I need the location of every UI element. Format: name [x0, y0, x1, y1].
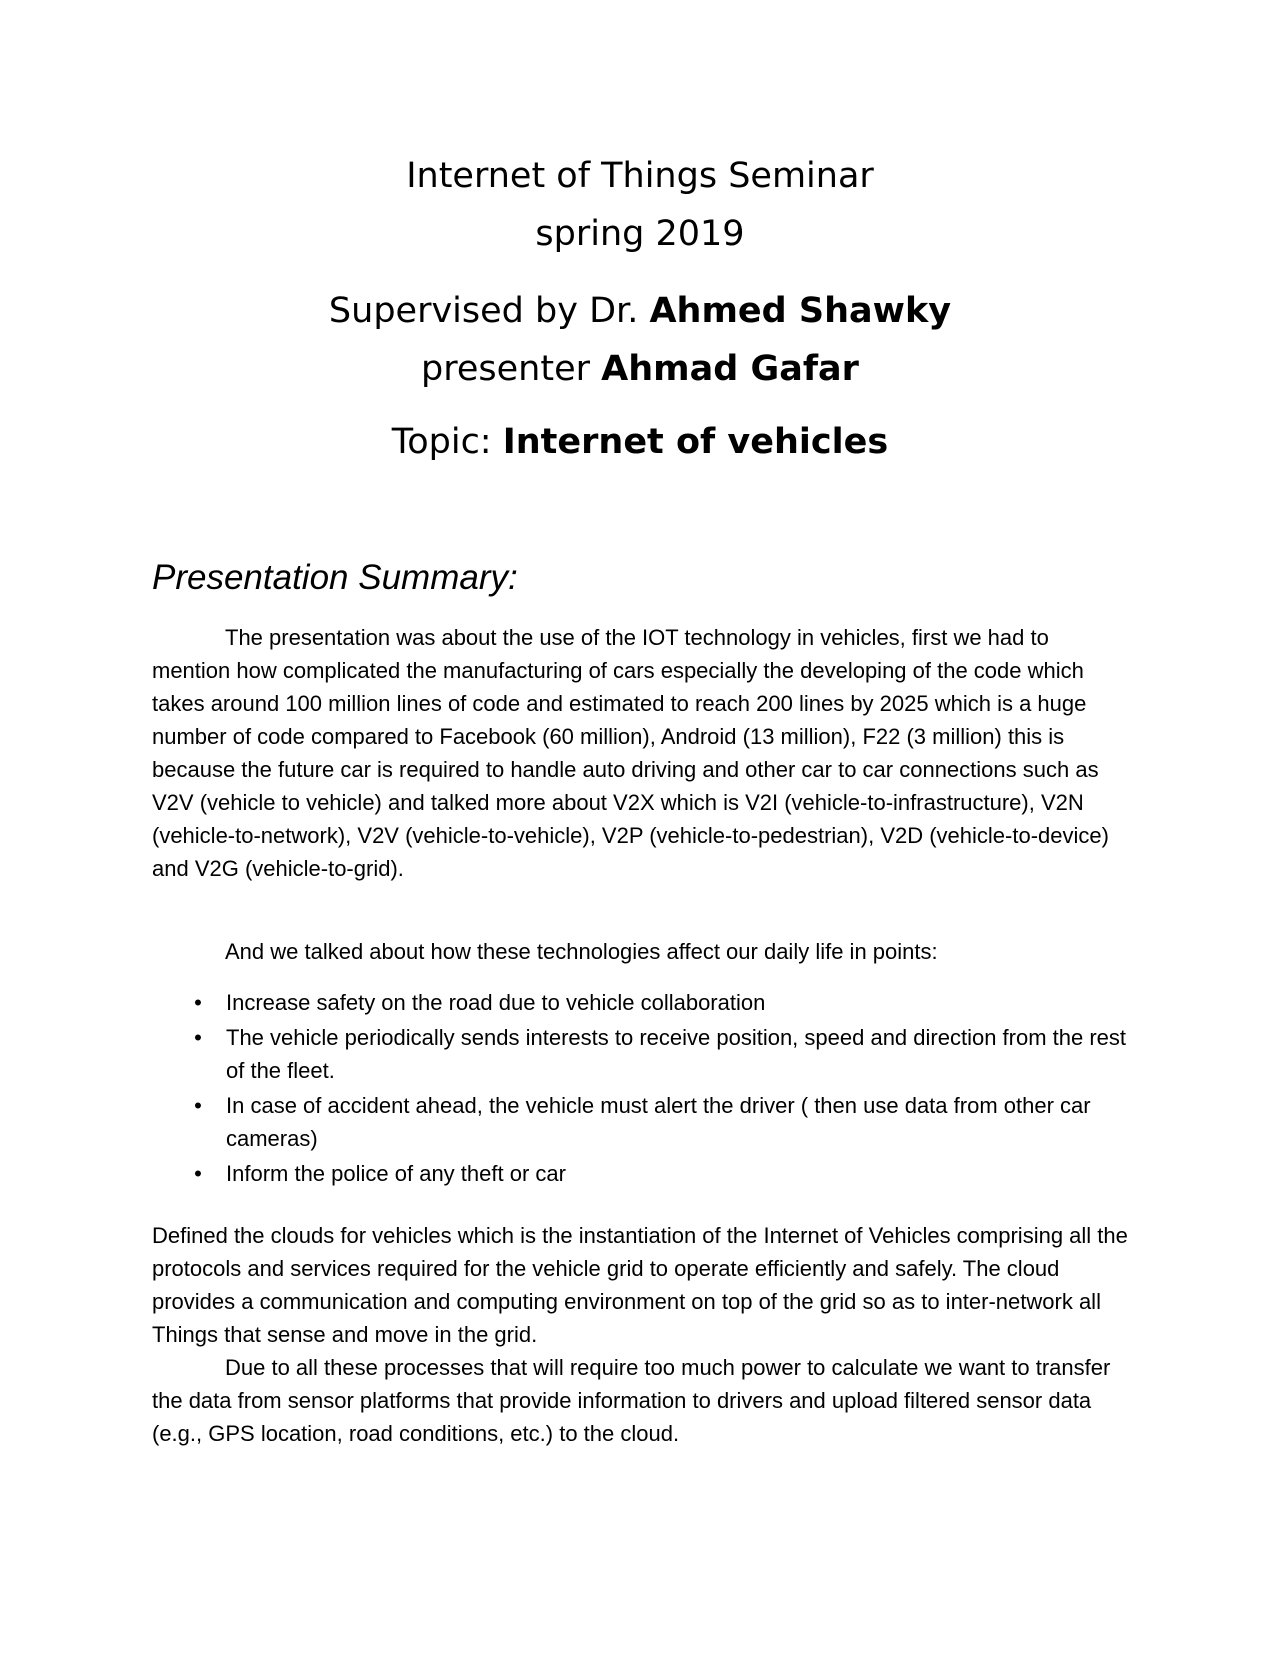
list-item-text: Increase safety on the road due to vehicle collaboration [226, 990, 766, 1015]
seminar-term: spring 2019 [535, 214, 745, 254]
topic-prefix: Topic: [391, 422, 503, 462]
supervisor-prefix: Supervised by Dr. [328, 291, 650, 331]
list-item [152, 1021, 1132, 1087]
list-item-text: Inform the police of any theft or car [226, 1161, 566, 1186]
list-item [152, 986, 1132, 1019]
list-item [152, 1089, 1132, 1155]
list-item-text: In case of accident ahead, the vehicle must alert the driver ( then use data from other car cameras) [226, 1093, 1091, 1151]
impact-bullet-list [152, 986, 1132, 1192]
presenter-name: Ahmad Gafar [601, 349, 859, 389]
credits-block [0, 282, 1280, 398]
paragraph-text: The presentation was about the use of the IOT technology in vehicles, first we had to mention how complicated the manufacturing of cars especially the developing of the code which takes around 100 million lines of code and estimated to reach 200 lines by 2025 which is a huge number of code compared to Facebook (60 million), Android (13 million), F22 (3 million) this is because the future car is required to handle auto driving and other car to car connections such as V2V (vehicle to vehicle) and talked more about V2X which is V2I (vehicle-to-infrastructure), V2N (vehicle-to-network), V2V (vehicle-to-vehicle), V2P (vehicle-to-pedestrian), V2D (vehicle-to-device) and V2G (vehicle-to-grid). [152, 625, 1109, 881]
supervisor-line [0, 282, 1280, 340]
topic-line [0, 413, 1280, 471]
list-item [152, 1157, 1132, 1190]
paragraph-text: Defined the clouds for vehicles which is the instantiation of the Internet of Vehicles comprising all the protocols and services required for the vehicle grid to operate efficiently and safely. The cloud provides a communication and computing environment on top of the grid so as to inter-network all Things that sense and move in the grid. [152, 1223, 1128, 1347]
summary-heading: Presentation Summary: [152, 558, 518, 597]
paragraph-text: Due to all these processes that will require too much power to calculate we want to transfer the data from sensor platforms that provide information to drivers and upload filtered sensor data (e.g., GPS location, road conditions, etc.) to the cloud. [152, 1355, 1111, 1446]
summary-paragraph-2 [152, 935, 1132, 968]
bullet-icon: • [194, 990, 202, 1015]
bullet-icon: • [194, 1093, 202, 1118]
supervisor-name: Ahmed Shawky [649, 291, 952, 331]
seminar-name: Internet of Things Seminar [406, 156, 874, 196]
summary-paragraph-3 [152, 1219, 1132, 1351]
summary-paragraph-1 [152, 621, 1132, 885]
presenter-line [0, 340, 1280, 398]
presenter-prefix: presenter [421, 349, 602, 389]
bullet-icon: • [194, 1025, 202, 1050]
paragraph-text: And we talked about how these technologies affect our daily life in points: [225, 939, 938, 964]
summary-paragraph-4 [152, 1351, 1132, 1450]
seminar-title [0, 147, 1280, 263]
list-item-text: The vehicle periodically sends interests to receive position, speed and direction from the rest of the fleet. [226, 1025, 1127, 1083]
topic-name: Internet of vehicles [502, 422, 889, 462]
topic-wrapper [0, 413, 1280, 471]
bullet-icon: • [194, 1161, 202, 1186]
